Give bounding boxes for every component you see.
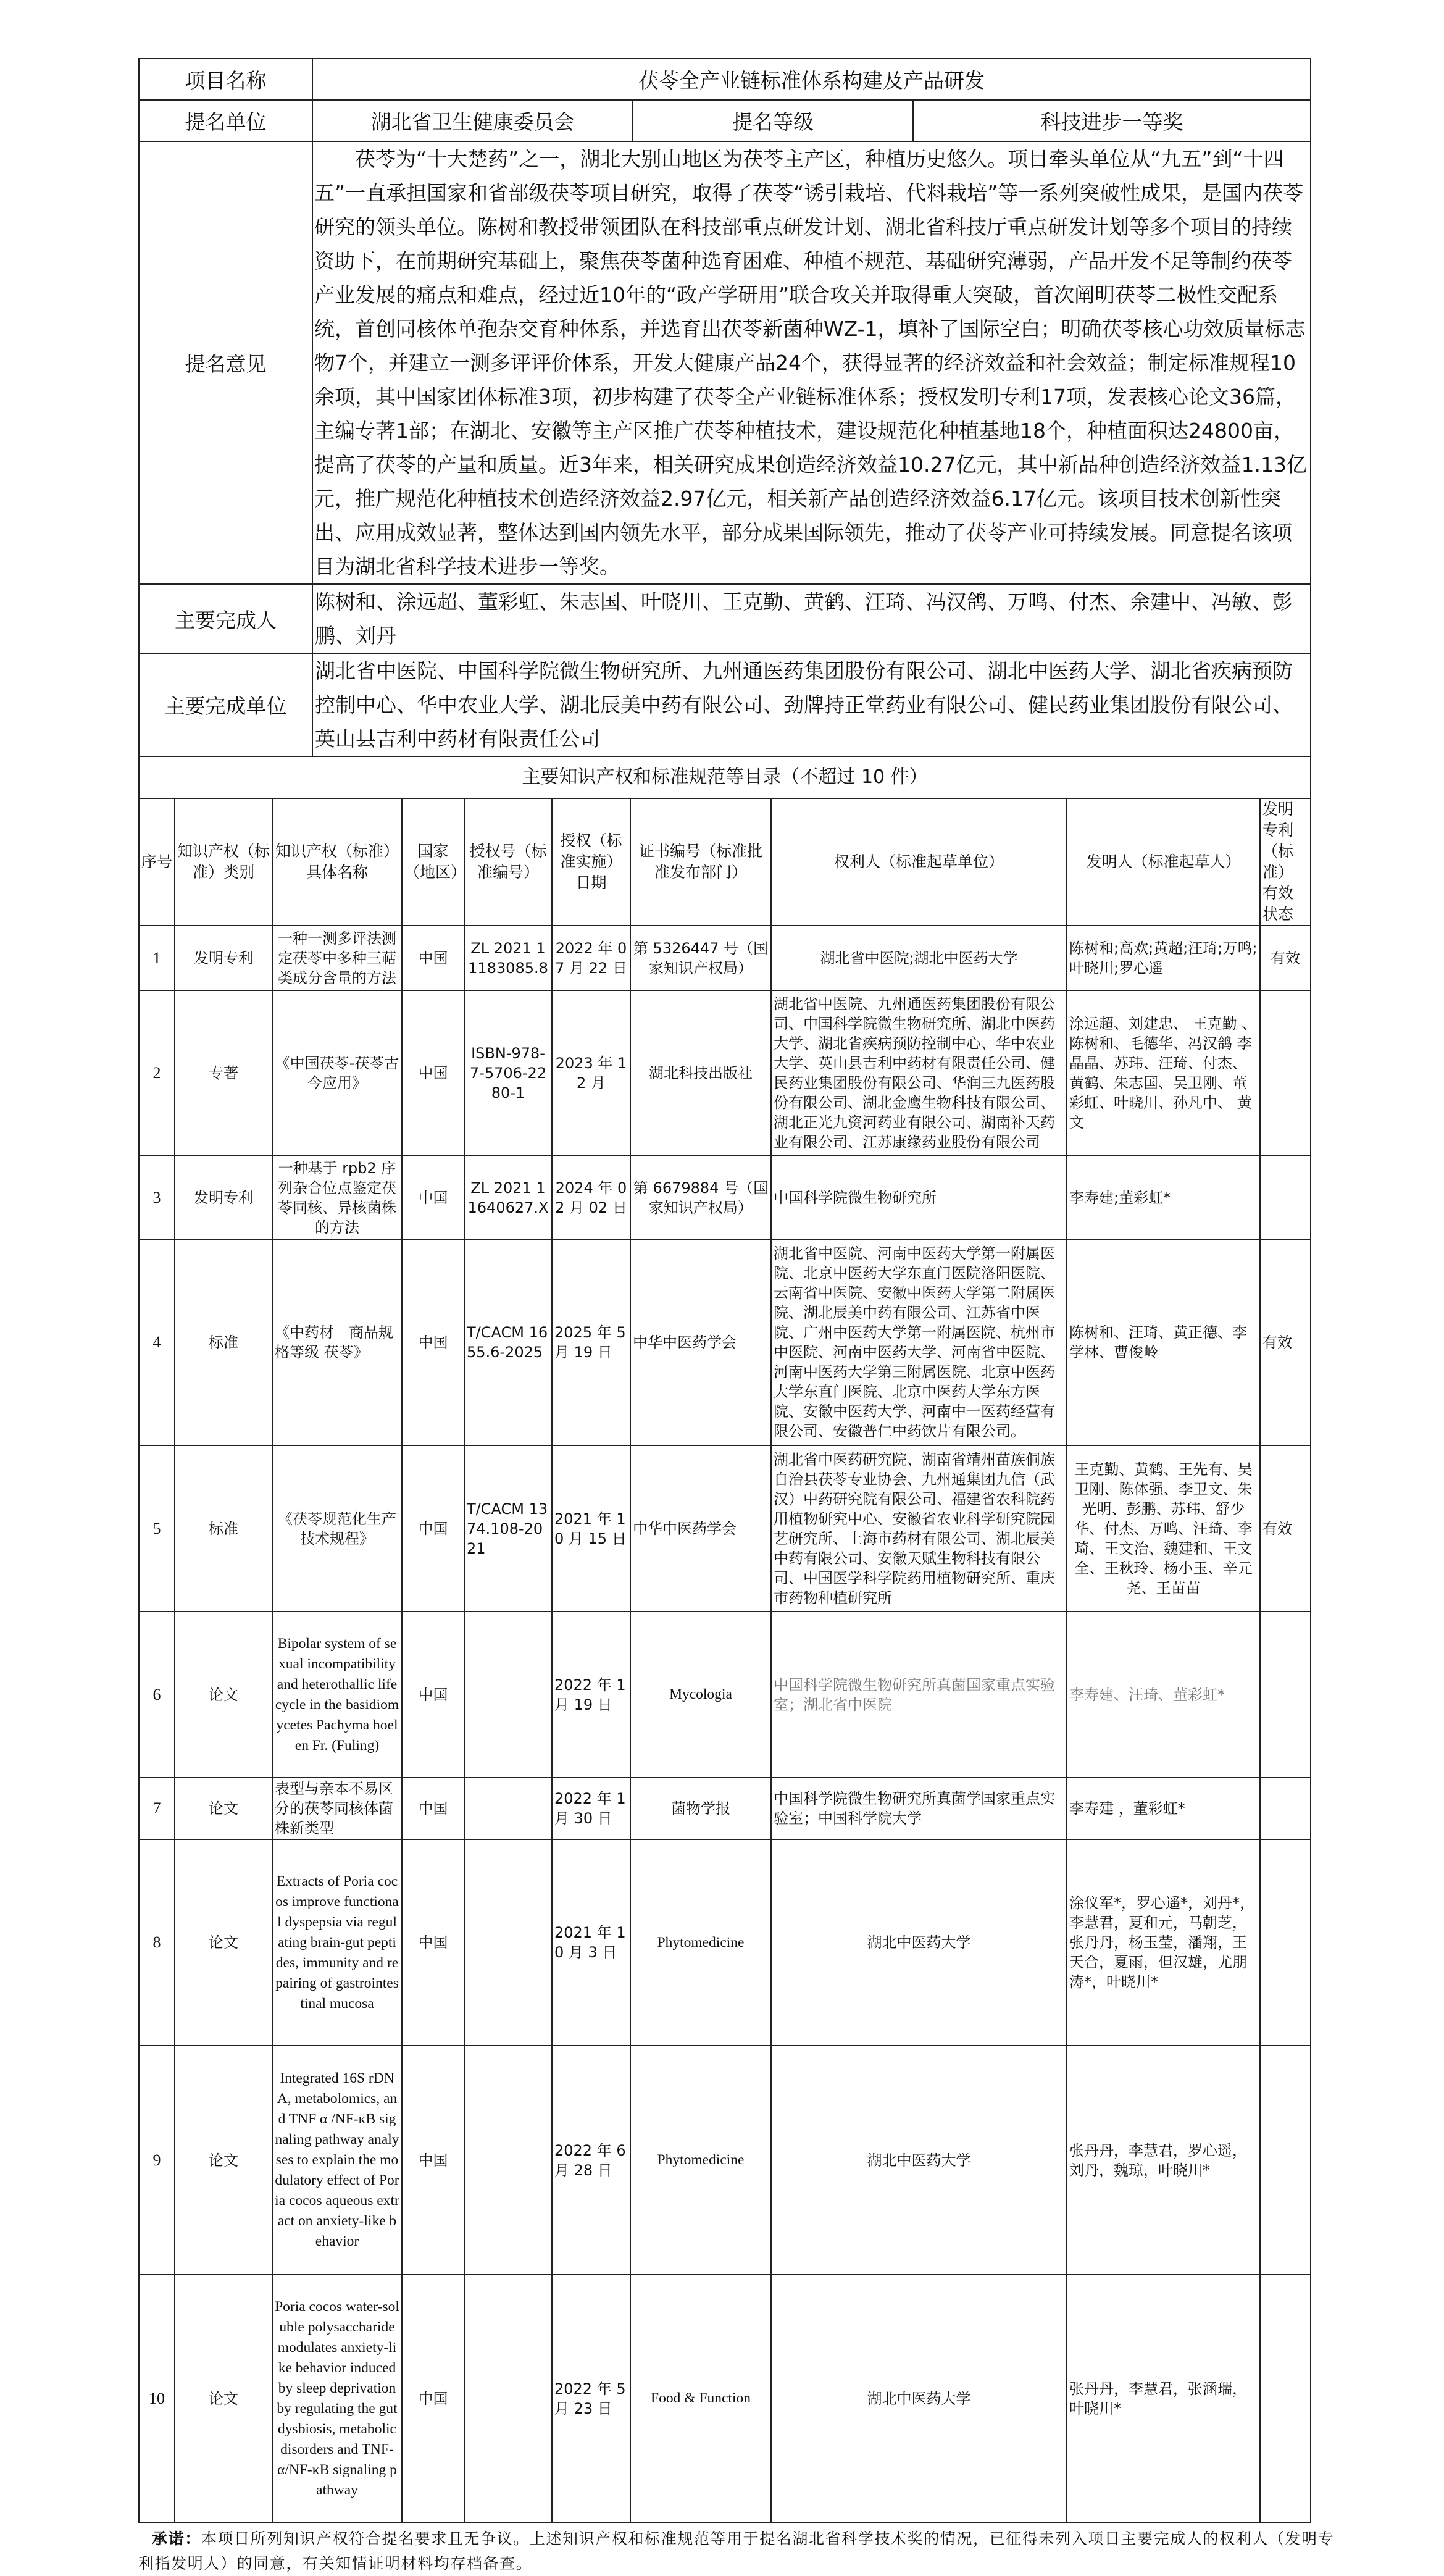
opinion-text: 茯苓为“十大楚药”之一，湖北大别山地区为茯苓主产区，种植历史悠久。项目牵头单位从“九五”到“十四五”一直承担国家和省部级茯苓项目研究，取得了茯苓“诱引栽培、代料栽培”等一系列突破性成果，是国内茯苓研究的领头单位。陈树和教授带领团队在科技部重点研发计划、湖北省科技厅重点研发计划等多个项目的持续资助下，在前期研究基础上，聚焦茯苓菌种选育困难、种植不规范、基础研究薄弱，产品开发不足等制约茯苓产业发展的痛点和难点，经过近10年的“政产学研用”联合攻关并取得重大突破，首次阐明茯苓二极性交配系统，首创同核体单孢杂交育种体系，并选育出茯苓新菌种WZ-1，填补了国际空白；明确茯苓核心功效质量标志物7个，并建立一测多评评价体系，开发大健康产品24个，获得显著的经济效益和社会效益；制定标准规程10余项，其中国家团体标准3项，初步构建了茯苓全产业链标准体系；授权发明专利17项，发表核心论文36篇，主编专著1部；在湖北、安徽等主产区推广茯苓种植技术，建设规范化种植基地18个，种植面积达24800亩，提高了茯苓的产量和质量。近3年来，相关研究成果创造经济效益10.27亿元，其中新品种创造经济效益1.13亿元，推广规范化种植技术创造经济效益2.97亿元，相关新产品创造经济效益6.17亿元。该项目技术创新性突出、应用成效显著，整体达到国内领先水平，部分成果国际领先，推动了茯苓产业可持续发展。同意提名该项目为湖北省科学技术进步一等奖。 bbox=[312, 141, 1311, 584]
commitment-note bbox=[138, 2527, 1348, 2576]
cell-cert: 第 5326447 号（国家知识产权局） bbox=[630, 926, 771, 990]
cell-date: 2022 年 6 月 28 日 bbox=[552, 2046, 630, 2275]
cell-type: 论文 bbox=[175, 2046, 272, 2275]
table-row bbox=[139, 1778, 1311, 1839]
cell-auth-no: T/CACM 1655.6-2025 bbox=[464, 1239, 552, 1445]
cell-no: 4 bbox=[139, 1239, 175, 1445]
cell-country: 中国 bbox=[402, 1239, 464, 1445]
units-value: 湖北省中医院、中国科学院微生物研究所、九州通医药集团股份有限公司、湖北中医药大学、湖北省疾病预防控制中心、华中农业大学、湖北辰美中药有限公司、劲牌持正堂药业有限公司、健民药业集团股份有限公司、英山县吉利中药材有限责任公司 bbox=[312, 653, 1311, 756]
cell-no: 6 bbox=[139, 1612, 175, 1778]
header-holder: 权利人（标准起草单位） bbox=[771, 798, 1067, 926]
cell-no: 10 bbox=[139, 2275, 175, 2522]
cell-type: 发明专利 bbox=[175, 926, 272, 990]
header-status: 发明专利（标准）有效状态 bbox=[1260, 798, 1311, 926]
commitment-lead: 承诺： bbox=[152, 2530, 201, 2548]
table-row bbox=[139, 2275, 1311, 2522]
cell-status bbox=[1260, 1778, 1311, 1839]
cell-type: 标准 bbox=[175, 1445, 272, 1612]
cell-cert: Phytomedicine bbox=[630, 1839, 771, 2046]
cell-holder: 湖北中医药大学 bbox=[771, 1839, 1067, 2046]
table-row bbox=[139, 1612, 1311, 1778]
cell-status bbox=[1260, 2046, 1311, 2275]
cell-name: Extracts of Poria cocos improve functional dyspepsia via regulating brain-gut peptides, immunity and repairing of gastrointestinal mucosa bbox=[272, 1839, 402, 2046]
cell-holder: 湖北省中医院、九州通医药集团股份有限公司、中国科学院微生物研究所、湖北中医药大学、湖北省疾病预防控制中心、华中农业大学、英山县吉利中药材有限责任公司、健民药业集团股份有限公司、华润三九医药股份有限公司、湖北金鹰生物科技有限公司、湖北正光九资河药业有限公司、湖南补天药业有限公司、江苏康缘药业股份有限公司 bbox=[771, 990, 1067, 1156]
table-row bbox=[139, 1239, 1311, 1445]
cell-date: 2021 年 10 月 15 日 bbox=[552, 1445, 630, 1612]
cell-type: 标准 bbox=[175, 1239, 272, 1445]
cell-type: 论文 bbox=[175, 1612, 272, 1778]
cell-country: 中国 bbox=[402, 1612, 464, 1778]
opinion-label: 提名意见 bbox=[139, 141, 312, 584]
cell-type: 论文 bbox=[175, 2275, 272, 2522]
nomination-level-label: 提名等级 bbox=[633, 100, 913, 141]
cell-country: 中国 bbox=[402, 1445, 464, 1612]
cell-country: 中国 bbox=[402, 926, 464, 990]
cell-holder: 湖北省中医药研究院、湖南省靖州苗族侗族自治县茯苓专业协会、九州通集团九信（武汉）中药研究院有限公司、福建省农科院药用植物研究中心、安徽省农业科学研究院园艺研究所、上海市药材有限公司、湖北辰美中药有限公司、安徽天赋生物科技有限公司、中国医学科学院药用植物研究所、重庆市药物种植研究所 bbox=[771, 1445, 1067, 1612]
cell-name: 一种一测多评法测定茯苓中多种三萜类成分含量的方法 bbox=[272, 926, 402, 990]
cell-name: Bipolar system of sexual incompatibility and heterothallic life cycle in the basidiomycetes Pachyma hoelen Fr. (Fuling) bbox=[272, 1612, 402, 1778]
cell-inventors: 李寿建 ，董彩虹* bbox=[1067, 1778, 1260, 1839]
cell-date: 2023 年 12 月 bbox=[552, 990, 630, 1156]
cell-country: 中国 bbox=[402, 1778, 464, 1839]
cell-date: 2021 年 10 月 3 日 bbox=[552, 1839, 630, 2046]
cell-holder: 湖北中医药大学 bbox=[771, 2275, 1067, 2522]
cell-holder: 湖北省中医院;湖北中医药大学 bbox=[771, 926, 1067, 990]
table-row bbox=[139, 1445, 1311, 1612]
table-row bbox=[139, 990, 1311, 1156]
header-auth-no: 授权号（标准编号） bbox=[464, 798, 552, 926]
table-header-row bbox=[139, 798, 1311, 926]
cell-status bbox=[1260, 1839, 1311, 2046]
commitment-text: 本项目所列知识产权符合提名要求且无争议。上述知识产权和标准规范等用于提名湖北省科学技术奖的情况，已征得未列入项目主要完成人的权利人（发明专利指发明人）的同意，有关知情证明材料均存档备查。 bbox=[138, 2530, 1335, 2572]
cell-name: Integrated 16S rDNA, metabolomics, and TNF α /NF-κB signaling pathway analyses to explain the modulatory effect of Poria cocos aqueous extract on anxiety-like behavior bbox=[272, 2046, 402, 2275]
header-inventors: 发明人（标准起草人） bbox=[1067, 798, 1260, 926]
cell-holder: 中国科学院微生物研究所真菌国家重点实验室；湖北省中医院 bbox=[771, 1612, 1067, 1778]
cell-cert: 菌物学报 bbox=[630, 1778, 771, 1839]
cell-inventors: 张丹丹，李慧君，罗心遥，刘丹，魏琼，叶晓川* bbox=[1067, 2046, 1260, 2275]
cell-status bbox=[1260, 1156, 1311, 1239]
cell-inventors: 陈树和、汪琦、黄正德、李学林、曹俊岭 bbox=[1067, 1239, 1260, 1445]
units-label: 主要完成单位 bbox=[139, 653, 312, 756]
cell-date: 2022 年 1 月 19 日 bbox=[552, 1612, 630, 1778]
cell-date: 2022 年 07 月 22 日 bbox=[552, 926, 630, 990]
cell-inventors: 李寿建;董彩虹* bbox=[1067, 1156, 1260, 1239]
cell-no: 5 bbox=[139, 1445, 175, 1612]
cell-inventors: 陈树和;高欢;黄超;汪琦;万鸣;叶晓川;罗心遥 bbox=[1067, 926, 1260, 990]
cell-cert: 中华中医药学会 bbox=[630, 1239, 771, 1445]
cell-auth-no bbox=[464, 1612, 552, 1778]
cell-name: 一种基于 rpb2 序列杂合位点鉴定茯苓同核、异核菌株的方法 bbox=[272, 1156, 402, 1239]
table-row bbox=[139, 2046, 1311, 2275]
cell-date: 2022 年 1 月 30 日 bbox=[552, 1778, 630, 1839]
cell-inventors: 张丹丹，李慧君，张涵瑞，叶晓川* bbox=[1067, 2275, 1260, 2522]
cell-auth-no: ZL 2021 1 1640627.X bbox=[464, 1156, 552, 1239]
nomination-sheet bbox=[138, 0, 1348, 2576]
cell-holder: 中国科学院微生物研究所 bbox=[771, 1156, 1067, 1239]
cell-type: 发明专利 bbox=[175, 1156, 272, 1239]
cell-auth-no: ZL 2021 1 1183085.8 bbox=[464, 926, 552, 990]
cell-holder: 湖北省中医院、河南中医药大学第一附属医院、北京中医药大学东直门医院洛阳医院、云南省中医院、安徽中医药大学第二附属医院、湖北辰美中药有限公司、江苏省中医院、广州中医药大学第一附属医院、杭州市中医院、河南中医药大学、河南省中医院、河南中医药大学第三附属医院、北京中医药大学东直门医院、北京中医药大学东方医院、安徽中医药大学、河南中一医药经营有限公司、安徽普仁中药饮片有限公司。 bbox=[771, 1239, 1067, 1445]
cell-date: 2025 年 5 月 19 日 bbox=[552, 1239, 630, 1445]
cell-inventors: 涂远超、刘建忠、 王克勤 、陈树和、毛德华、冯汉鸽 李晶晶、苏玮、汪琦、付杰、黄鹤、朱志国、吴卫刚、董彩虹、叶晓川、孙凡中、 黄文 bbox=[1067, 990, 1260, 1156]
project-name-label: 项目名称 bbox=[139, 59, 312, 100]
header-type: 知识产权（标准）类别 bbox=[175, 798, 272, 926]
cell-type: 论文 bbox=[175, 1778, 272, 1839]
cell-status bbox=[1260, 990, 1311, 1156]
cell-country: 中国 bbox=[402, 1156, 464, 1239]
cell-inventors: 李寿建、汪琦、董彩虹* bbox=[1067, 1612, 1260, 1778]
cell-auth-no bbox=[464, 1839, 552, 2046]
cell-type: 专著 bbox=[175, 990, 272, 1156]
cell-country: 中国 bbox=[402, 2275, 464, 2522]
cell-status: 有效 bbox=[1260, 1445, 1311, 1612]
header-country: 国家（地区） bbox=[402, 798, 464, 926]
cell-no: 2 bbox=[139, 990, 175, 1156]
cell-country: 中国 bbox=[402, 2046, 464, 2275]
table-row bbox=[139, 1839, 1311, 2046]
cell-name: 表型与亲本不易区分的茯苓同核体菌株新类型 bbox=[272, 1778, 402, 1839]
cell-no: 3 bbox=[139, 1156, 175, 1239]
cell-date: 2022 年 5 月 23 日 bbox=[552, 2275, 630, 2522]
completers-value: 陈树和、涂远超、董彩虹、朱志国、叶晓川、王克勤、黄鹤、汪琦、冯汉鸽、万鸣、付杰、余建中、冯敏、彭鹏、刘丹 bbox=[312, 584, 1311, 653]
nomination-level-value: 科技进步一等奖 bbox=[913, 100, 1311, 141]
ip-section-title: 主要知识产权和标准规范等目录（不超过 10 件） bbox=[139, 756, 1311, 798]
header-no: 序号 bbox=[139, 798, 175, 926]
cell-type: 论文 bbox=[175, 1839, 272, 2046]
header-date: 授权（标准实施）日期 bbox=[552, 798, 630, 926]
table-row bbox=[139, 1156, 1311, 1239]
cell-cert: Mycologia bbox=[630, 1612, 771, 1778]
cell-name: 《茯苓规范化生产技术规程》 bbox=[272, 1445, 402, 1612]
cell-name: 《中国茯苓-茯苓古今应用》 bbox=[272, 990, 402, 1156]
cell-auth-no bbox=[464, 1778, 552, 1839]
cell-holder: 湖北中医药大学 bbox=[771, 2046, 1067, 2275]
cell-auth-no: T/CACM 1374.108-2021 bbox=[464, 1445, 552, 1612]
nominator-value: 湖北省卫生健康委员会 bbox=[312, 100, 633, 141]
cell-status: 有效 bbox=[1260, 1239, 1311, 1445]
header-cert: 证书编号（标准批准发布部门） bbox=[630, 798, 771, 926]
cell-no: 8 bbox=[139, 1839, 175, 2046]
cell-cert: 湖北科技出版社 bbox=[630, 990, 771, 1156]
project-name-value: 茯苓全产业链标准体系构建及产品研发 bbox=[312, 59, 1311, 100]
cell-cert: Food & Function bbox=[630, 2275, 771, 2522]
nominator-label: 提名单位 bbox=[139, 100, 312, 141]
cell-no: 1 bbox=[139, 926, 175, 990]
cell-country: 中国 bbox=[402, 1839, 464, 2046]
completers-label: 主要完成人 bbox=[139, 584, 312, 653]
cell-inventors: 涂仪军*，罗心遥*，刘丹*，李慧君，夏和元，马朝芝，张丹丹，杨玉莹，潘翔，王天合，夏雨，但汉雄，尤朋涛*，叶晓川* bbox=[1067, 1839, 1260, 2046]
project-info-table bbox=[138, 58, 1311, 757]
cell-cert: 中华中医药学会 bbox=[630, 1445, 771, 1612]
cell-no: 9 bbox=[139, 2046, 175, 2275]
cell-status bbox=[1260, 2275, 1311, 2522]
cell-status bbox=[1260, 1612, 1311, 1778]
cell-auth-no bbox=[464, 2275, 552, 2522]
cell-date: 2024 年 02 月 02 日 bbox=[552, 1156, 630, 1239]
cell-auth-no bbox=[464, 2046, 552, 2275]
cell-cert: Phytomedicine bbox=[630, 2046, 771, 2275]
cell-inventors: 王克勤、黄鹤、王先有、吴卫刚、陈体强、李卫文、朱光明、彭鹏、苏玮、舒少华、付杰、万鸣、汪琦、李琦、王文治、魏建和、王文全、王秋玲、杨小玉、辛元尧、王苗苗 bbox=[1067, 1445, 1260, 1612]
ip-list-table bbox=[138, 756, 1311, 2523]
cell-cert: 第 6679884 号（国家知识产权局） bbox=[630, 1156, 771, 1239]
cell-no: 7 bbox=[139, 1778, 175, 1839]
cell-auth-no: ISBN-978-7-5706-2280-1 bbox=[464, 990, 552, 1156]
header-name: 知识产权（标准）具体名称 bbox=[272, 798, 402, 926]
table-row bbox=[139, 926, 1311, 990]
cell-holder: 中国科学院微生物研究所真菌学国家重点实验室；中国科学院大学 bbox=[771, 1778, 1067, 1839]
cell-name: Poria cocos water-soluble polysaccharide modulates anxiety-like behavior induced by sleep deprivation by regulating the gut dysbiosis, metabolic disorders and TNF-α/NF-κB signaling pathway bbox=[272, 2275, 402, 2522]
cell-country: 中国 bbox=[402, 990, 464, 1156]
cell-status: 有效 bbox=[1260, 926, 1311, 990]
cell-name: 《中药材 商品规格等级 茯苓》 bbox=[272, 1239, 402, 1445]
